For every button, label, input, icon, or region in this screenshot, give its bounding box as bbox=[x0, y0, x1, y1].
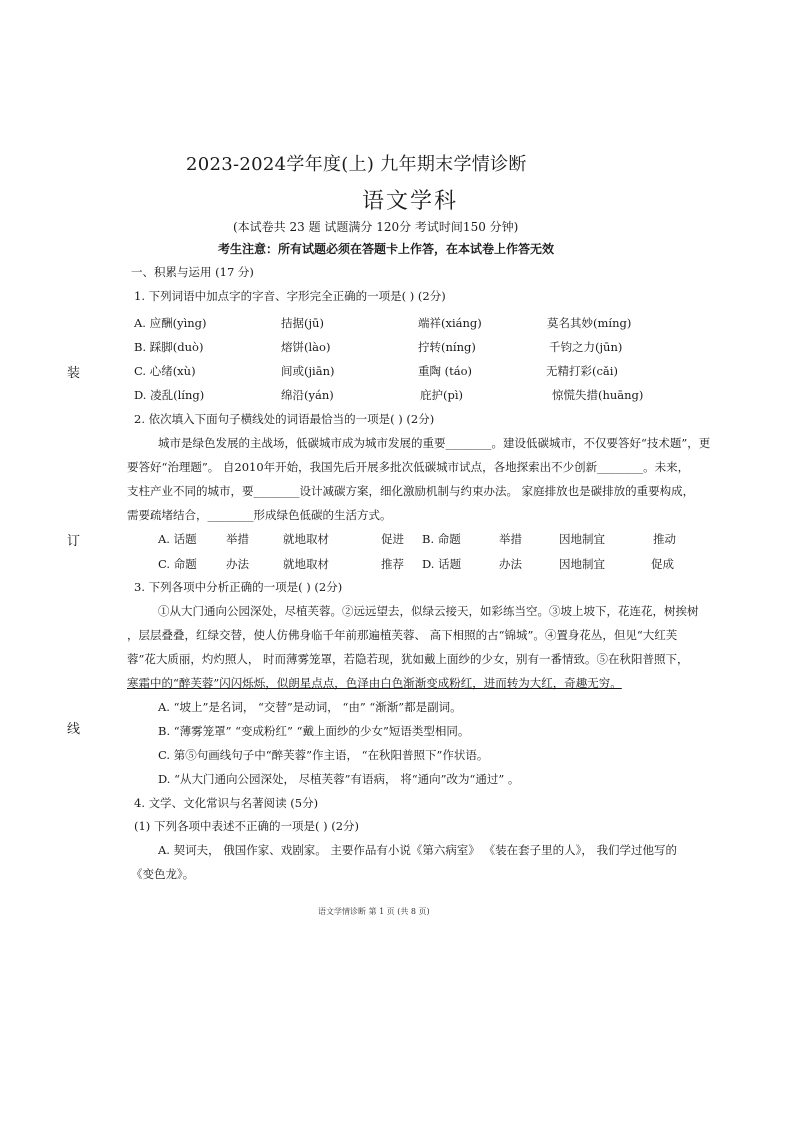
binding-mark-zhuang: 装 bbox=[67, 366, 81, 381]
q2-option-a-2: 举措 bbox=[226, 532, 249, 546]
q1-option-c-3: 重陶 (táo) bbox=[418, 364, 473, 378]
q2-option-d-1: D. 话题 bbox=[422, 557, 462, 571]
q3-passage-line: 寒霜中的“醉芙蓉”闪闪烁烁，似朗星点点，色泽由白色渐渐变成粉红，进而转为大红，奇趣无穷。 bbox=[127, 676, 622, 690]
q3-option-b: B. “薄雾笼罩” “变成粉红” “戴上面纱的少女”短语类型相同。 bbox=[158, 724, 470, 738]
page-footer: 语文学情诊断 第 1 页 (共 8 页) bbox=[318, 907, 430, 916]
question-1-stem: 1. 下列词语中加点字的字音、字形完全正确的一项是( ) (2分) bbox=[134, 289, 446, 303]
q2-option-c-4: 推荐 bbox=[381, 557, 404, 571]
q1-option-a-1: A. 应酬(yìng) bbox=[134, 316, 207, 330]
q2-option-b-2: 举措 bbox=[499, 532, 522, 546]
q2-option-a-4: 促进 bbox=[381, 532, 404, 546]
q1-option-d-2: 绵沿(yán) bbox=[281, 388, 334, 402]
q1-option-a-4: 莫名其妙(míng) bbox=[547, 316, 632, 330]
q1-option-b-1: B. 踩脚(duò) bbox=[134, 340, 204, 354]
q4-option-a-line: 《变色龙》。 bbox=[131, 867, 195, 881]
q1-option-c-2: 间或(jiān) bbox=[281, 364, 335, 378]
q2-passage-line: 城市是绿色发展的主战场，低碳城市成为城市发展的重要________。建设低碳城市，不仅要答好“技术题”，更 bbox=[158, 436, 711, 450]
q2-option-c-1: C. 命题 bbox=[158, 557, 197, 571]
exam-info: (本试卷共 23 题 试题满分 120分 考试时间150 分钟) bbox=[233, 220, 519, 234]
q1-option-b-4: 千钧之力(jūn) bbox=[549, 340, 623, 354]
q2-passage-line: 支柱产业不同的城市，要________设计减碳方案，细化激励机制与约束办法。 家庭排放也是碳排放的重要构成， bbox=[127, 484, 695, 498]
q2-option-a-3: 就地取材 bbox=[283, 532, 329, 546]
q2-option-c-2: 办法 bbox=[226, 557, 249, 571]
q1-option-a-2: 拮据(jū) bbox=[281, 316, 324, 330]
section-heading: 一、积累与运用 (17 分) bbox=[131, 265, 254, 279]
q3-option-c: C. 第⑤句画线句子中“醉芙蓉”作主语， “在秋阳普照下”作状语。 bbox=[158, 748, 489, 762]
subject-title: 语文学科 bbox=[362, 189, 459, 214]
q2-option-b-4: 推动 bbox=[653, 532, 676, 546]
q2-option-d-2: 办法 bbox=[499, 557, 522, 571]
question-4-sub1-stem: (1) 下列各项中表述不正确的一项是( ) (2分) bbox=[134, 819, 360, 833]
exam-notice: 考生注意：所有试题必须在答题卡上作答，在本试卷上作答无效 bbox=[218, 242, 555, 256]
q1-option-d-1: D. 凌乱(líng) bbox=[134, 388, 205, 402]
q1-option-b-3: 拧转(níng) bbox=[418, 340, 476, 354]
q1-option-b-2: 熔饼(lào) bbox=[281, 340, 331, 354]
q1-option-d-4: 惊慌失措(huāng) bbox=[552, 388, 644, 402]
q1-option-c-4: 无精打彩(cǎi) bbox=[546, 364, 618, 378]
q3-option-d: D. “从大门通向公园深处， 尽植芙蓉”有语病， 将“通向”改为“通过” 。 bbox=[158, 772, 520, 786]
q2-option-d-4: 促成 bbox=[651, 557, 674, 571]
question-3-stem: 3. 下列各项中分析正确的一项是( ) (2分) bbox=[134, 580, 343, 594]
q2-passage-line: 要答好“治理题”。 自2010年开始，我国先后开展多批次低碳城市试点，各地探索出不少创新________。未来， bbox=[127, 460, 690, 474]
q4-option-a-line: A. 契诃夫， 俄国作家、戏剧家。 主要作品有小说《第六病室》 《装在套子里的人》， 我们学过他写的 bbox=[158, 843, 677, 857]
q1-option-a-3: 端祥(xiáng) bbox=[418, 316, 482, 330]
binding-mark-ding: 订 bbox=[67, 534, 81, 549]
q2-option-b-3: 因地制宜 bbox=[559, 532, 605, 546]
question-2-stem: 2. 依次填入下面句子横线处的词语最恰当的一项是( ) (2分) bbox=[134, 412, 435, 426]
q2-option-b-1: B. 命题 bbox=[422, 532, 461, 546]
q2-option-a-1: A. 话题 bbox=[158, 532, 197, 546]
q3-passage-line: ①从大门通向公园深处，尽植芙蓉。②远远望去，似绿云接天，如彩练当空。③坡上坡下，花连花，树挨树 bbox=[158, 604, 699, 618]
q3-option-a: A. “坡上”是名词， “交替”是动词， “由” “渐渐”都是副词。 bbox=[158, 700, 462, 714]
exam-title: 2023-2024学年度(上) 九年期末学情诊断 bbox=[186, 154, 527, 175]
q2-option-d-3: 因地制宜 bbox=[559, 557, 605, 571]
q1-option-d-3: 庇护(pì) bbox=[420, 388, 464, 402]
q1-option-c-1: C. 心绪(xù) bbox=[134, 364, 196, 378]
q2-passage-line: 需要疏堵结合，________形成绿色低碳的生活方式。 bbox=[127, 508, 392, 522]
binding-mark-xian: 线 bbox=[67, 722, 81, 737]
q3-passage-line: 蓉”花大质丽，灼灼照人， 时而薄雾笼罩，若隐若现，犹如戴上面纱的少女，别有一番情致。⑤在秋阳普照下， bbox=[127, 652, 689, 666]
q2-option-c-3: 就地取材 bbox=[283, 557, 329, 571]
question-4-heading: 4. 文学、文化常识与名著阅读 (5分) bbox=[134, 796, 319, 810]
q3-passage-line: ，层层叠叠，红绿交替，使人仿佛身临千年前那遍植芙蓉、 高下相照的古“锦城”。④置身花丛，但见“大红芙 bbox=[127, 628, 678, 642]
